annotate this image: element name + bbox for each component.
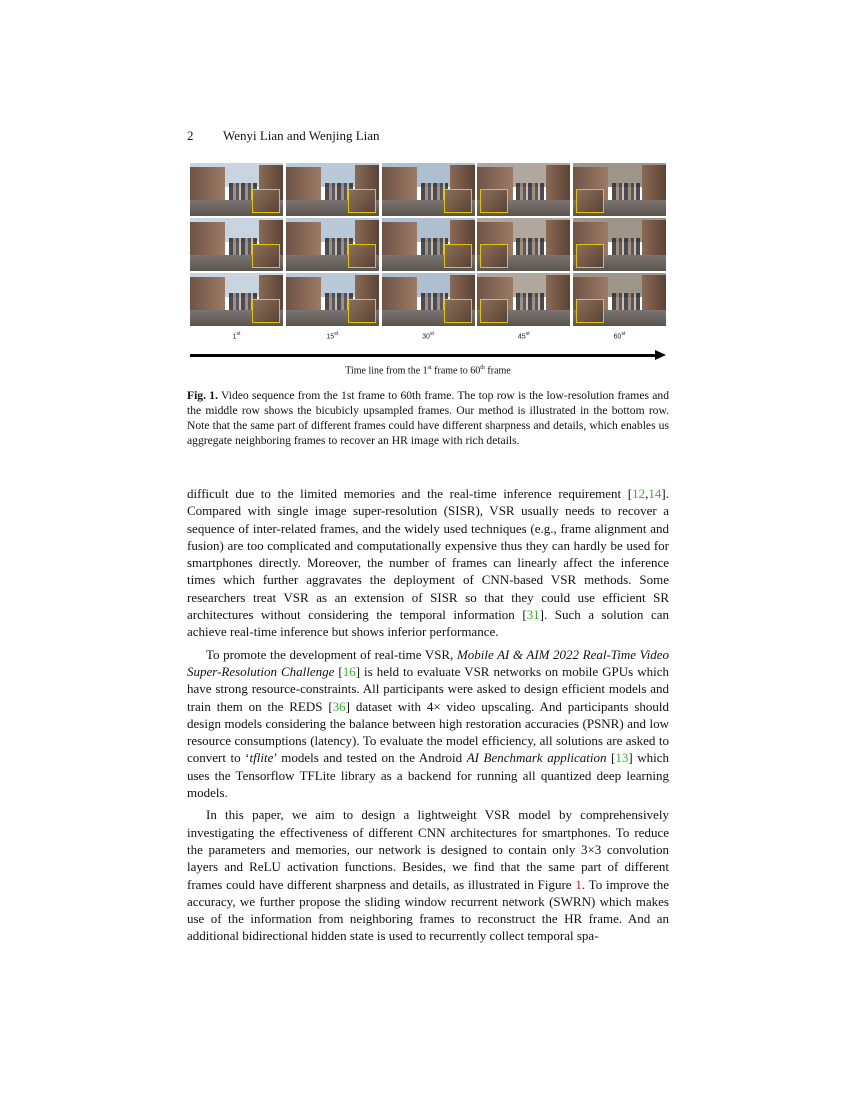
zoom-box	[348, 189, 376, 213]
frame-image	[286, 163, 379, 216]
citation-link[interactable]: 16	[342, 663, 356, 679]
page-number: 2	[187, 128, 194, 143]
zoom-box	[444, 299, 472, 323]
zoom-box	[576, 299, 604, 323]
frame-labels	[190, 329, 666, 345]
zoom-box	[252, 244, 280, 268]
timeline-arrow	[190, 351, 666, 359]
frame-label: 60st	[613, 331, 626, 341]
frame-image	[286, 218, 379, 271]
frame-grid	[190, 163, 666, 326]
frame-image	[573, 163, 666, 216]
frame-image	[382, 218, 475, 271]
citation-link[interactable]: 12	[632, 486, 646, 501]
frame-label: 30st	[422, 331, 434, 341]
zoom-box	[348, 299, 376, 323]
paragraph: In this paper, we aim to design a lightweight VSR model by comprehensively investigating the effectiveness of different CNN architectures for smartphones. To reduce the parameters and memories, our network is designed to contain only 3×3 convolution layers and ReLU activation functions. Besides, we find that the same part of different frames could have different sharpness and details, as illustrated in Figure 1. To improve the accuracy, we further propose the sliding window recurrent network (SWRN) which makes use of the information from neighboring frames to reconstruct the HR frame. And an additional bidirectional hidden state is used to recurrently collect temporal spa-	[187, 807, 669, 944]
citation-link[interactable]: 36	[332, 698, 346, 714]
frame-label: 45st	[517, 331, 530, 341]
zoom-box	[252, 189, 280, 213]
zoom-box	[444, 189, 472, 213]
citation-link[interactable]: 14	[648, 486, 662, 501]
zoom-box	[480, 244, 508, 268]
running-header	[187, 128, 380, 144]
frame-label: 1st	[232, 331, 241, 341]
zoom-box	[252, 299, 280, 323]
caption-label: Fig. 1.	[187, 389, 218, 402]
zoom-box	[480, 299, 508, 323]
citation-link[interactable]: 13	[615, 750, 629, 766]
zoom-box	[444, 244, 472, 268]
frame-image	[573, 218, 666, 271]
zoom-box	[480, 189, 508, 213]
citation-link[interactable]: 31	[526, 607, 540, 623]
timeline-label: Time line from the 1st frame to 60th frame	[345, 365, 511, 377]
figure-1	[190, 163, 666, 376]
caption-text: Video sequence from the 1st frame to 60th frame. The top row is the low-resolution frames and the middle row shows the bicubicly upsampled frames. Our method is illustrated in the bottom row. Note that the same part of different frames could have different sharpness and details, which enables us aggregate neighboring frames to recover an HR image with rich details.	[187, 389, 670, 447]
figure-reference-link[interactable]: 1	[575, 876, 582, 892]
frame-image	[573, 273, 666, 326]
frame-image	[190, 163, 283, 216]
frame-image	[382, 163, 475, 216]
zoom-box	[348, 244, 376, 268]
frame-label: 15st	[326, 331, 339, 341]
frame-image	[477, 218, 570, 271]
frame-image	[477, 273, 570, 326]
frame-image	[382, 273, 475, 326]
author-line: Wenyi Lian and Wenjing Lian	[223, 128, 380, 143]
paragraph: To promote the development of real-time VSR, Mobile AI & AIM 2022 Real-Time Video Super-Resolution Challenge [16] is held to evaluate VSR networks on mobile GPUs which have strong resource-constraints. All participants were asked to design efficient models and train them on the REDS [36] dataset with 4× video upscaling. And participants should design models considering the balance between high restoration accuracies (PSNR) and low resource consumptions (latency). To evaluate the model efficiency, all solutions are asked to convert to ‘tflite’ models and tested on the Android AI Benchmark application [13] which uses the Tensorflow TFLite library as a backend for running all quantized deep learning models.	[187, 646, 669, 801]
figure-caption	[187, 388, 669, 448]
body-text	[187, 485, 669, 945]
frame-image	[190, 218, 283, 271]
zoom-box	[576, 244, 604, 268]
frame-image	[477, 163, 570, 216]
paragraph: difficult due to the limited memories and the real-time inference requirement [12,14]. Compared with single image super-resolution (SISR), VSR usually needs to recover a sequence of inter-related frames, and the widely used techniques (e.g., frame alignment and fusion) are too complicated and computationally expensive thus they can hardly be used for smartphones directly. Moreover, the number of frames can linearly affect the inference times which further aggravates the deployment of CNN-based VSR methods. Some researchers treat VSR as an extension of SISR so that they could use efficient SR architectures without considering the temporal information [31]. Such a solution can achieve real-time inference but shows inferior performance.	[187, 486, 669, 640]
frame-image	[286, 273, 379, 326]
zoom-box	[576, 189, 604, 213]
frame-image	[190, 273, 283, 326]
